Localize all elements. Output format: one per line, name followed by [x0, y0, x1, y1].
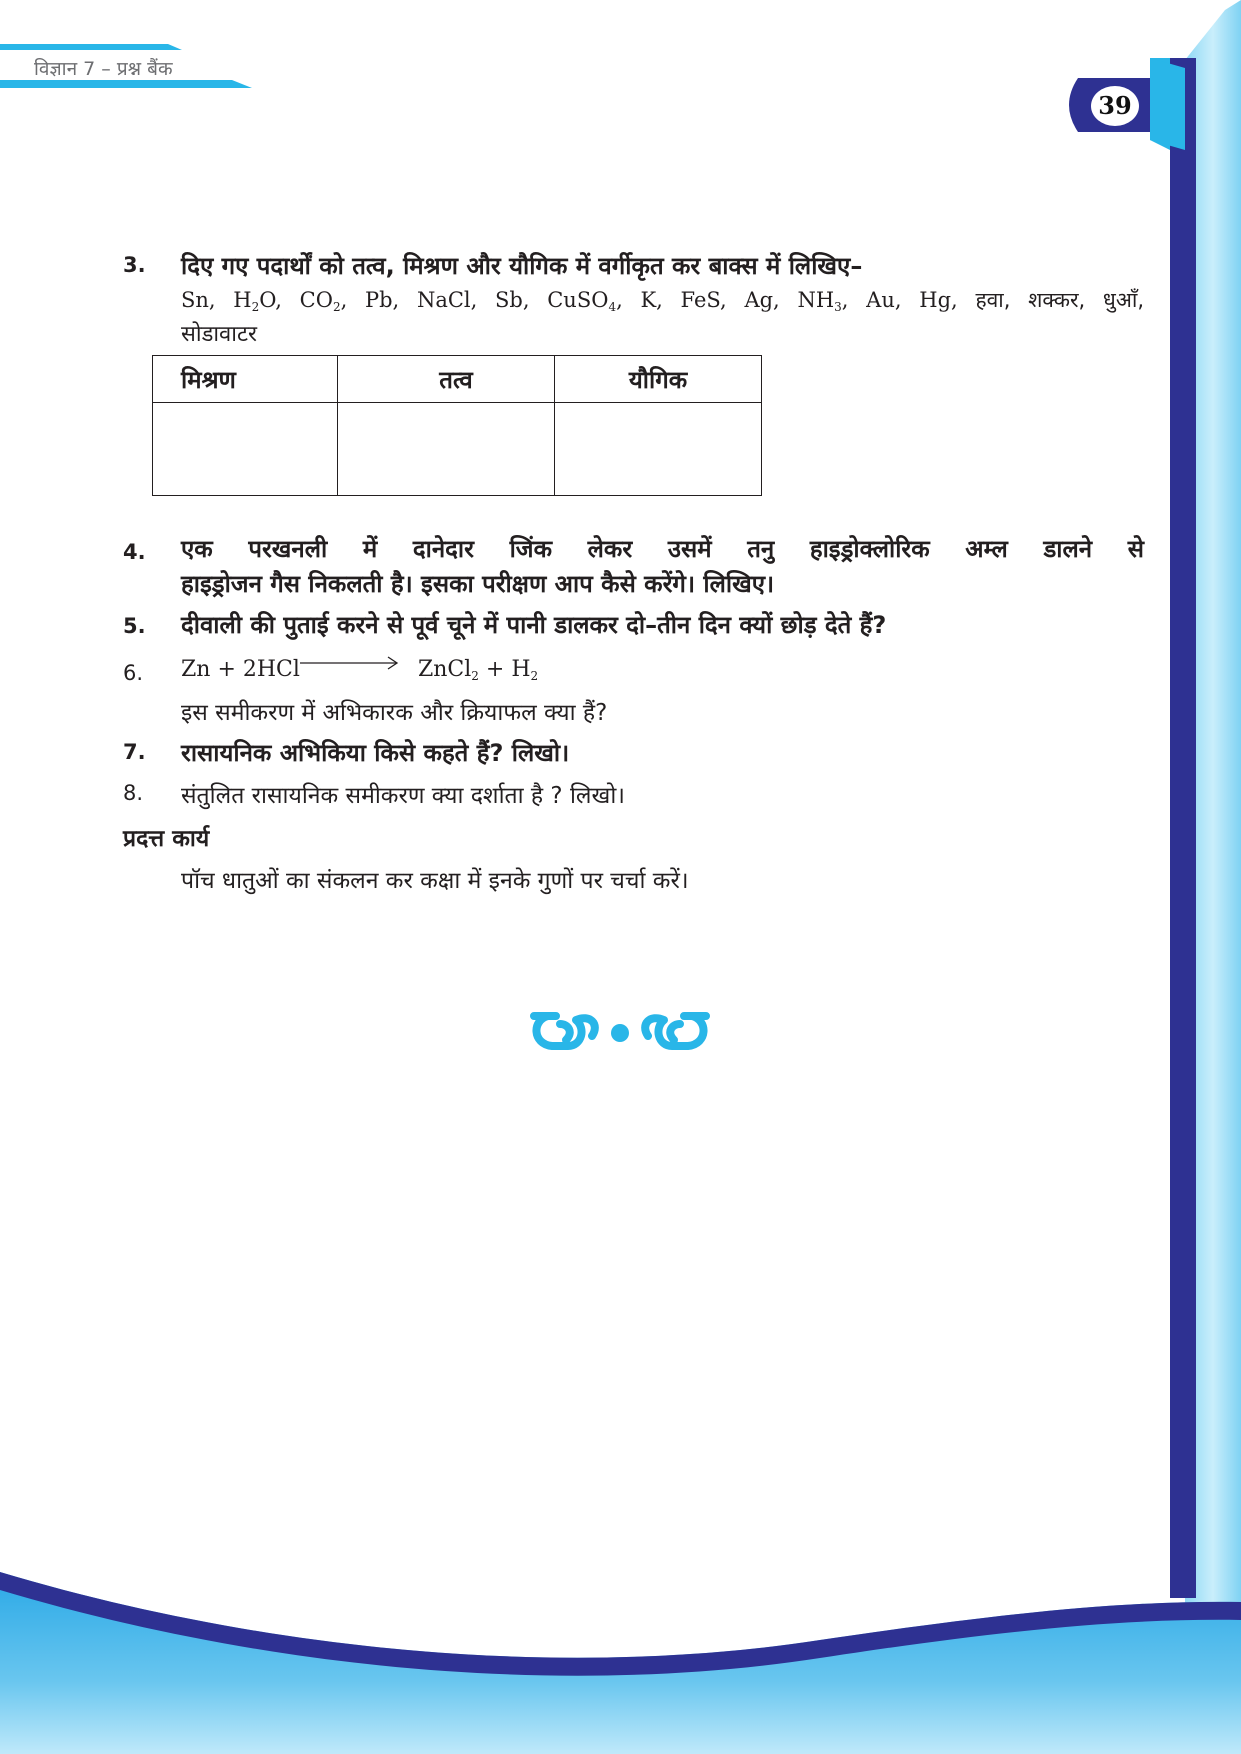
- mixture-answer-cell[interactable]: [153, 403, 338, 496]
- question-number: 4.: [123, 540, 146, 564]
- column-header-compound: यौगिक: [555, 356, 762, 403]
- compound-answer-cell[interactable]: [555, 403, 762, 496]
- question-6-text: इस समीकरण में अभिकारक और क्रियाफल क्या हैं?: [181, 700, 608, 726]
- equation-product-zncl: ZnCl: [417, 657, 472, 682]
- assignment-text: पॉच धातुओं का संकलन कर कक्षा में इनके गुणों पर चर्चा करें।: [181, 868, 689, 894]
- question-number: 7.: [123, 740, 146, 764]
- page-number: 39: [1091, 86, 1139, 126]
- running-header: विज्ञान 7 – प्रश्न बैंक: [34, 58, 173, 80]
- equation-product-h: + H: [478, 657, 531, 682]
- subscript: 2: [530, 669, 539, 683]
- question-number: 8.: [123, 781, 144, 805]
- reaction-arrow-icon: [300, 656, 400, 670]
- question-text-line-1: एक परखनली में दानेदार जिंक लेकर उसमें तनु हाइड्रोक्लोरिक अम्ल डालने से: [181, 535, 1144, 563]
- question-6-number: 6.: [123, 661, 144, 685]
- question-number: 5.: [123, 614, 146, 638]
- classification-table: [152, 355, 762, 496]
- element-answer-cell[interactable]: [338, 403, 555, 496]
- question-text: दिए गए पदार्थों को तत्व, मिश्रण और यौगिक में वर्गीकृत कर बाक्स में लिखिए–: [181, 252, 863, 280]
- assignment-heading: प्रदत्त कार्य: [123, 826, 210, 852]
- equation-reactants: Zn + 2HCl: [181, 657, 300, 682]
- question-number: 3.: [123, 253, 146, 277]
- column-header-element: तत्व: [338, 356, 555, 403]
- question-text: संतुलित रासायनिक समीकरण क्या दर्शाता है ? लिखो।: [181, 783, 625, 809]
- question-text: रासायनिक अभिकिया किसे कहते हैं? लिखो।: [181, 739, 570, 767]
- question-text: दीवाली की पुताई करने से पूर्व चूने में पानी डालकर दो–तीन दिन क्यों छोड़ देते हैं?: [181, 611, 887, 639]
- subscript: 2: [471, 669, 479, 683]
- substance-list-line-1: Sn, $H_2O$, $CO_2$, Pb, NaCl, Sb, CuSO$_4$, K, FeS, Ag, $NH_3$, Au, Hg, हवा, शक्कर, धुआँ,: [181, 288, 1144, 314]
- chemical-equation: [181, 657, 538, 683]
- substance-list-line-2: सोडावाटर: [181, 322, 258, 347]
- section-end-ornament-icon: [526, 1006, 714, 1056]
- column-header-mixture: मिश्रण: [153, 356, 338, 403]
- question-text-line-2: हाइड्रोजन गैस निकलती है। इसका परीक्षण आप कैसे करेंगे। लिखिए।: [181, 570, 775, 598]
- substance-list: [181, 286, 1144, 348]
